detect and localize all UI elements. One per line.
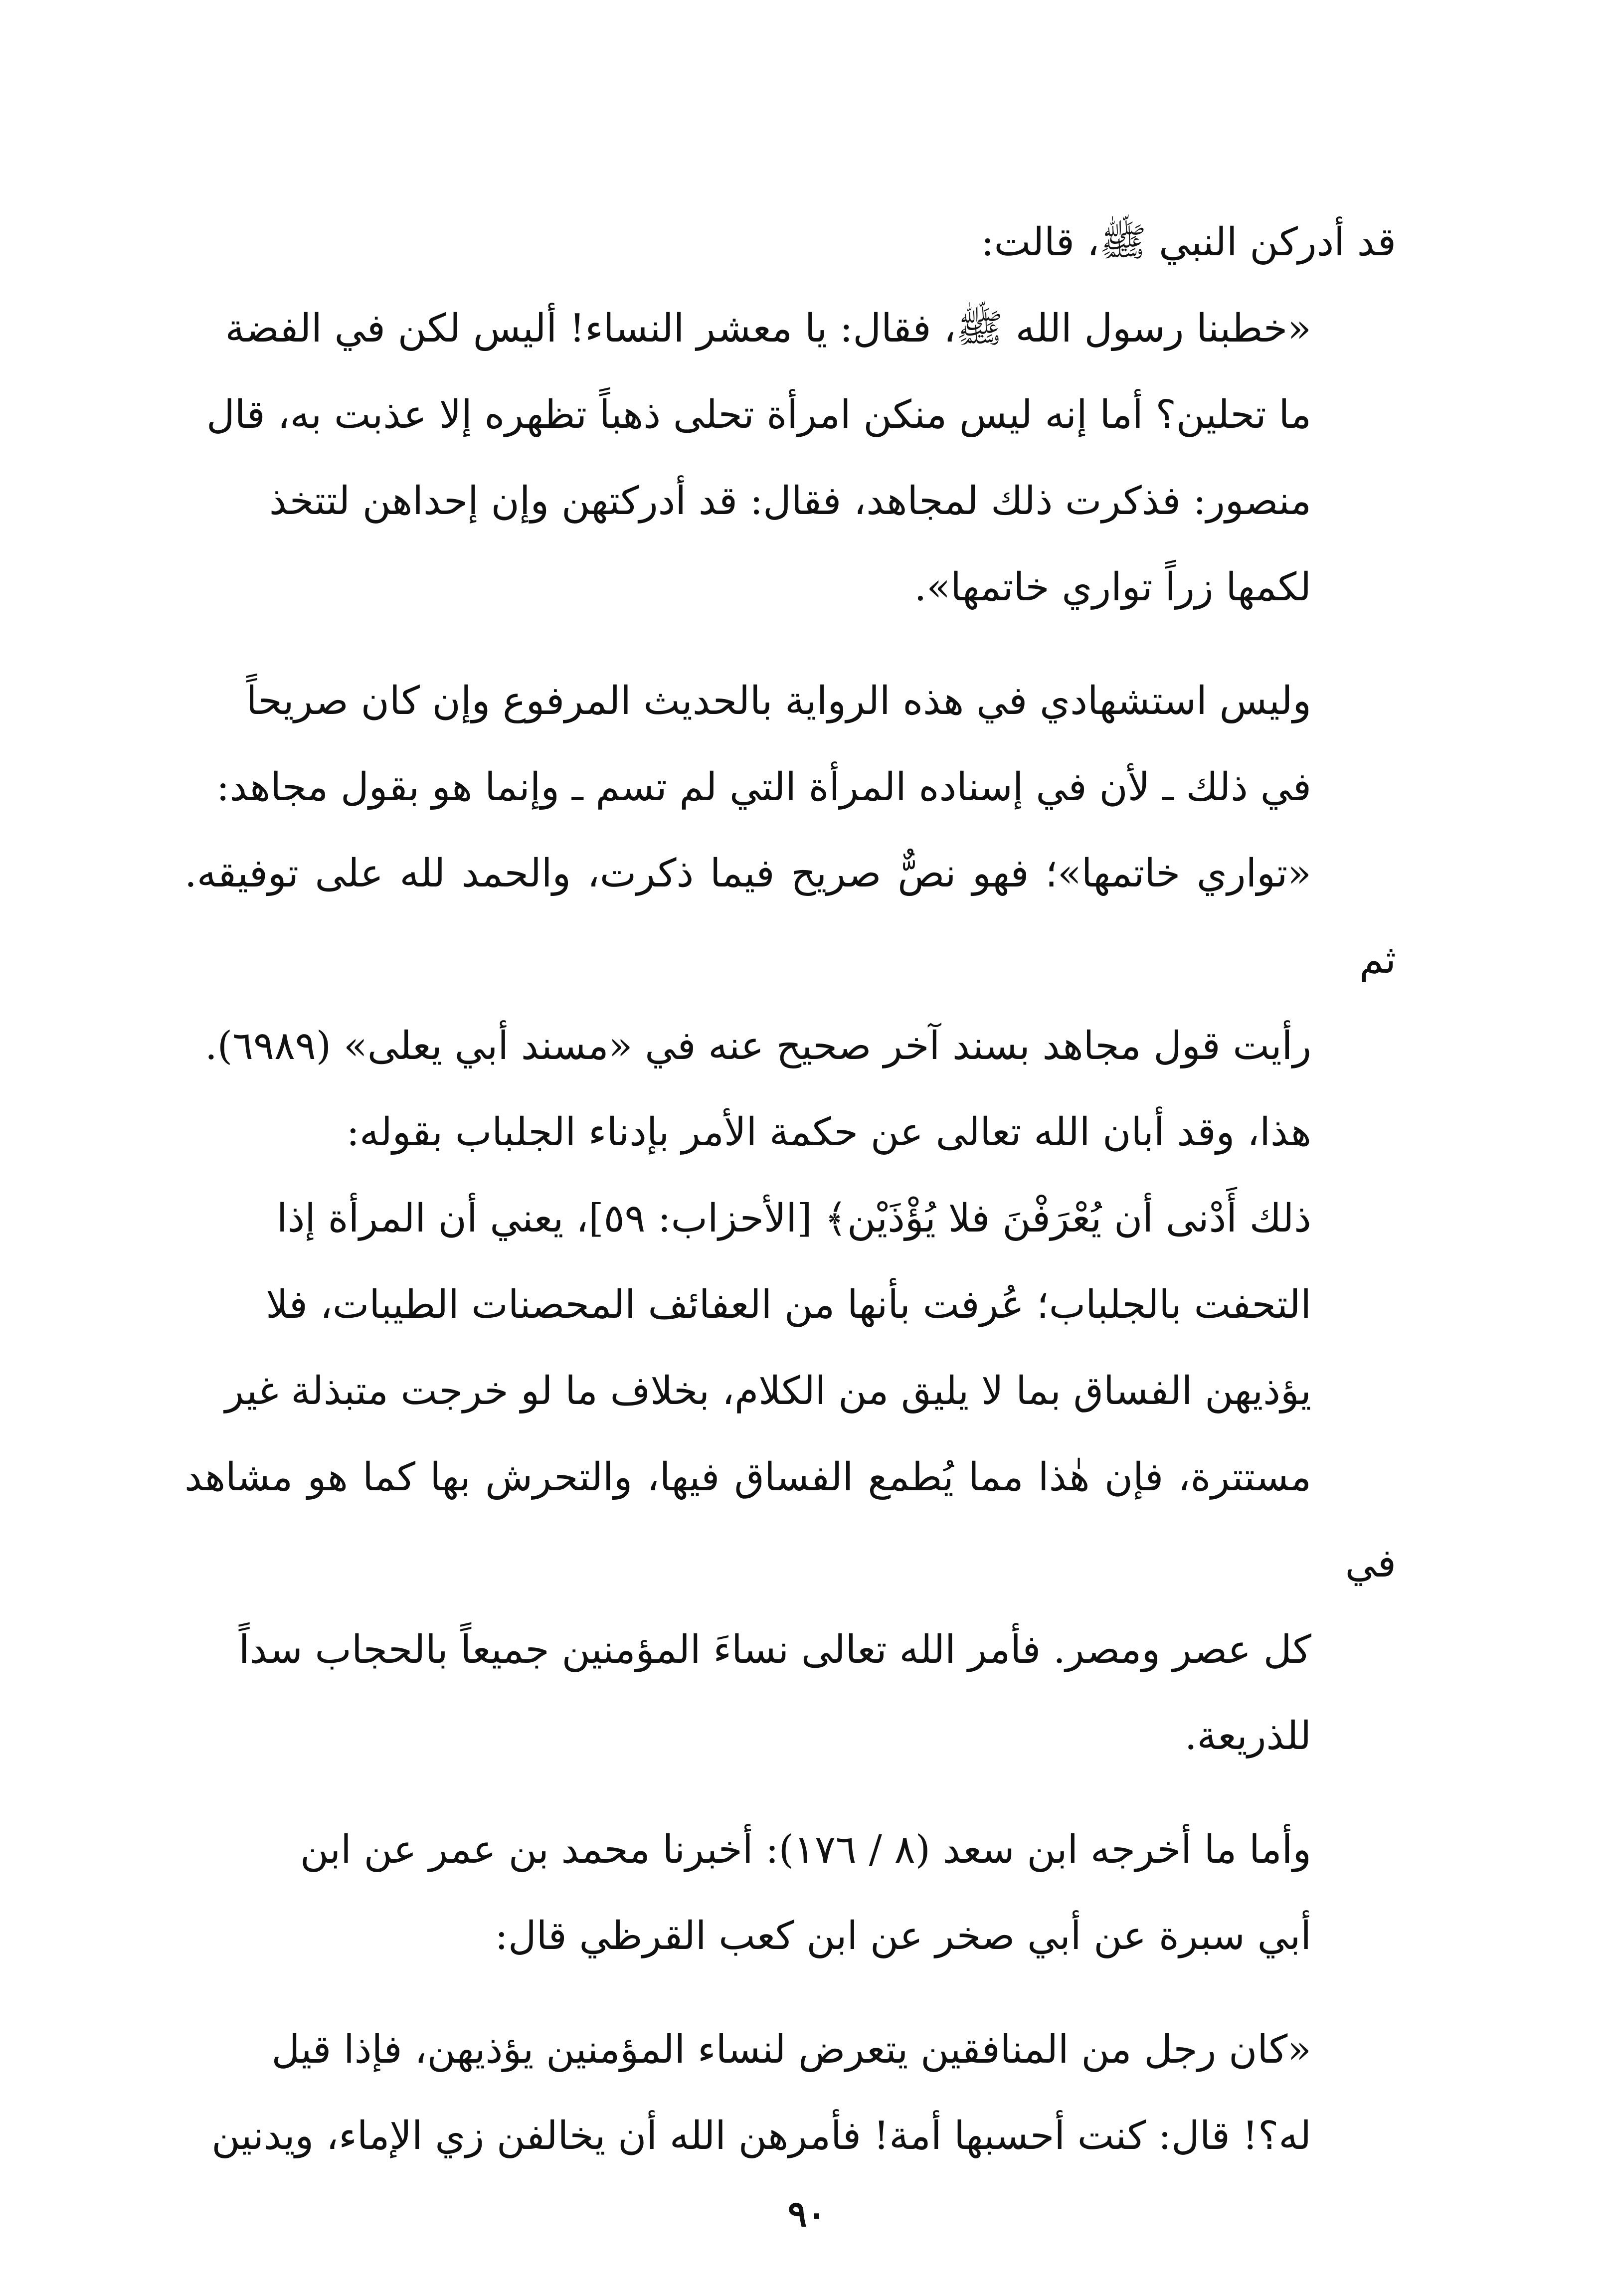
- paragraph: [184, 658, 1396, 1089]
- page-body-text: [184, 199, 1396, 2179]
- text-line: «خطبنا رسول الله ﷺ، فقال: يا معشر النساء! أليس لكن في الفضة: [225, 306, 1311, 351]
- text-line: هذا، وقد أبان الله تعالى عن حكمة الأمر بإدناء الجلباب بقوله:: [346, 1110, 1311, 1155]
- text-line: مستترة، فإن هٰذا مما يُطمع الفساق فيها، والتحرش بها كما هو مشاهد في: [184, 1455, 1396, 1586]
- text-line: أبي سبرة عن أبي صخر عن ابن كعب القرظي قال:: [495, 1914, 1311, 1958]
- text-line: رأيت قول مجاهد بسند آخر صحيح عنه في «مسند أبي يعلى» (٦٩٨٩).: [204, 1024, 1311, 1068]
- text-line: وليس استشهادي في هذه الرواية بالحديث المرفوع وإن كان صريحاً: [246, 679, 1311, 723]
- text-line: «تواري خاتمها»؛ فهو نصٌّ صريح فيما ذكرت، والحمد لله على توفيقه. ثم: [184, 851, 1396, 982]
- paragraph: [184, 199, 1396, 286]
- paragraph: [184, 1089, 1396, 1779]
- text-line: لكمها زراً تواري خاتمها».: [914, 565, 1311, 610]
- text-line: له؟! قال: كنت أحسبها أمة! فأمرهن الله أن يخالفن زي الإماء، ويدنين: [211, 2114, 1311, 2158]
- text-line: قد أدركن النبي ﷺ، قالت:: [981, 220, 1396, 265]
- text-line: ما تحلين؟ أما إنه ليس منكن امرأة تحلى ذهباً تظهره إلا عذبت به، قال: [206, 392, 1311, 437]
- paragraph: [184, 2007, 1396, 2179]
- text-line: كل عصر ومصر. فأمر الله تعالى نساءَ المؤمنين جميعاً بالحجاب سداً: [238, 1627, 1311, 1672]
- paragraph: [184, 286, 1396, 631]
- text-line: منصور: فذكرت ذلك لمجاهد، فقال: قد أدركتهن وإن إحداهن لتتخذ: [269, 479, 1311, 524]
- page-number: ٩٠: [787, 2192, 827, 2235]
- text-line: للذريعة.: [1184, 1714, 1311, 1759]
- text-line: يؤذيهن الفساق بما لا يليق من الكلام، بخلاف ما لو خرجت متبذلة غير: [225, 1369, 1311, 1413]
- paragraph: [184, 1807, 1396, 1979]
- text-line: وأما ما أخرجه ابن سعد (٨ / ١٧٦): أخبرنا محمد بن عمر عن ابن: [300, 1827, 1311, 1872]
- text-line: في ذلك ـ لأن في إسناده المرأة التي لم تسم ـ وإنما هو بقول مجاهد:: [216, 765, 1311, 810]
- text-line: التحفت بالجلباب؛ عُرفت بأنها من العفائف المحصنات الطيبات، فلا: [266, 1282, 1311, 1327]
- text-line: ذلك أَدْنى أن يُعْرَفْنَ فلا يُؤْذَيْن﴾ [الأحزاب: ٥٩]، يعني أن المرأة إذا: [276, 1196, 1311, 1241]
- text-line: «كان رجل من المنافقين يتعرض لنساء المؤمنين يؤذيهن، فإذا قيل: [271, 2027, 1311, 2072]
